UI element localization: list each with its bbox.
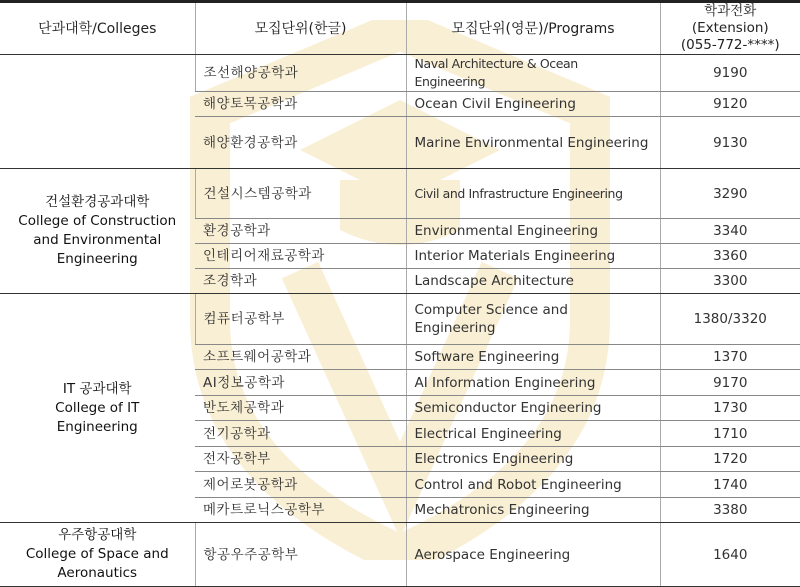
program-name-kr: 인테리어재료공학과 — [195, 244, 406, 269]
program-name-kr: 조경학과 — [195, 269, 406, 294]
program-name-en: Semiconductor Engineering — [406, 396, 660, 421]
extension-number: 1370 — [660, 345, 800, 370]
program-name-en: Marine Environmental Engineering — [406, 117, 660, 169]
college-name-kr: 건설환경공과대학 — [45, 194, 150, 210]
program-name-kr: 조선해양공학과 — [195, 55, 406, 92]
program-name-kr: 해양환경공학과 — [195, 117, 406, 169]
program-name-en: Ocean Civil Engineering — [406, 92, 660, 117]
college-cell — [0, 523, 195, 587]
program-name-en: Software Engineering — [406, 345, 660, 370]
program-name-en: Aerospace Engineering — [406, 523, 660, 587]
college-cell — [0, 169, 195, 294]
header-extension-title: 학과전화(Extension) — [691, 3, 769, 36]
table-row — [0, 523, 800, 587]
extension-number: 1740 — [660, 472, 800, 498]
college-name-en: College of IT Engineering — [55, 399, 140, 435]
program-name-en: Electrical Engineering — [406, 421, 660, 447]
program-name-kr: AI정보공학과 — [195, 370, 406, 396]
program-name-en: Naval Architecture & Ocean Engineering — [406, 55, 660, 92]
program-name-en: Computer Science and Engineering — [406, 294, 660, 345]
program-name-en: Control and Robot Engineering — [406, 472, 660, 498]
program-name-kr: 환경공학과 — [195, 219, 406, 244]
table-row — [0, 294, 800, 345]
extension-number: 1640 — [660, 523, 800, 587]
program-name-en: Mechatronics Engineering — [406, 498, 660, 523]
program-name-kr: 항공우주공학부 — [195, 523, 406, 587]
extension-number: 3340 — [660, 219, 800, 244]
header-extension — [660, 2, 800, 55]
program-name-kr: 제어로봇공학과 — [195, 472, 406, 498]
program-name-kr: 건설시스템공학과 — [195, 169, 406, 219]
program-name-en: Landscape Architecture — [406, 269, 660, 294]
extension-number: 3380 — [660, 498, 800, 523]
extension-number: 3360 — [660, 244, 800, 269]
college-name-en: College of Construction and Environmental Engineering — [18, 213, 177, 267]
header-extension-prefix: (055-772-****) — [680, 37, 780, 53]
college-name-kr: 우주항공대학 — [58, 527, 137, 543]
extension-number: 3290 — [660, 169, 800, 219]
extension-number: 1720 — [660, 447, 800, 472]
program-name-en: Environmental Engineering — [406, 219, 660, 244]
program-name-en: Electronics Engineering — [406, 447, 660, 472]
program-name-kr: 전기공학과 — [195, 421, 406, 447]
header-program-kr: 모집단위(한글) — [195, 2, 406, 55]
extension-number: 1710 — [660, 421, 800, 447]
college-cell — [0, 55, 195, 169]
college-cell — [0, 294, 195, 523]
extension-number: 1730 — [660, 396, 800, 421]
extension-number: 1380/3320 — [660, 294, 800, 345]
program-name-en: Interior Materials Engineering — [406, 244, 660, 269]
program-name-kr: 해양토목공학과 — [195, 92, 406, 117]
program-name-en: AI Information Engineering — [406, 370, 660, 396]
program-name-kr: 반도체공학과 — [195, 396, 406, 421]
program-name-kr: 컴퓨터공학부 — [195, 294, 406, 345]
program-name-en: Civil and Infrastructure Engineering — [406, 169, 660, 219]
program-name-kr: 메카트로닉스공학부 — [195, 498, 406, 523]
program-name-kr: 소프트웨어공학과 — [195, 345, 406, 370]
college-name-kr: IT 공과대학 — [62, 380, 132, 397]
header-college: 단과대학/Colleges — [0, 2, 195, 55]
table-row — [0, 169, 800, 219]
program-name-kr: 전자공학부 — [195, 447, 406, 472]
extension-number: 9130 — [660, 117, 800, 169]
table-row — [0, 55, 800, 92]
college-name-en: College of Space and Aeronautics — [25, 546, 169, 581]
table-header-row — [0, 2, 800, 55]
header-program-en: 모집단위(영문)/Programs — [406, 2, 660, 55]
extension-number: 9190 — [660, 55, 800, 92]
extension-number: 9120 — [660, 92, 800, 117]
extension-number: 9170 — [660, 370, 800, 396]
extension-number: 3300 — [660, 269, 800, 294]
